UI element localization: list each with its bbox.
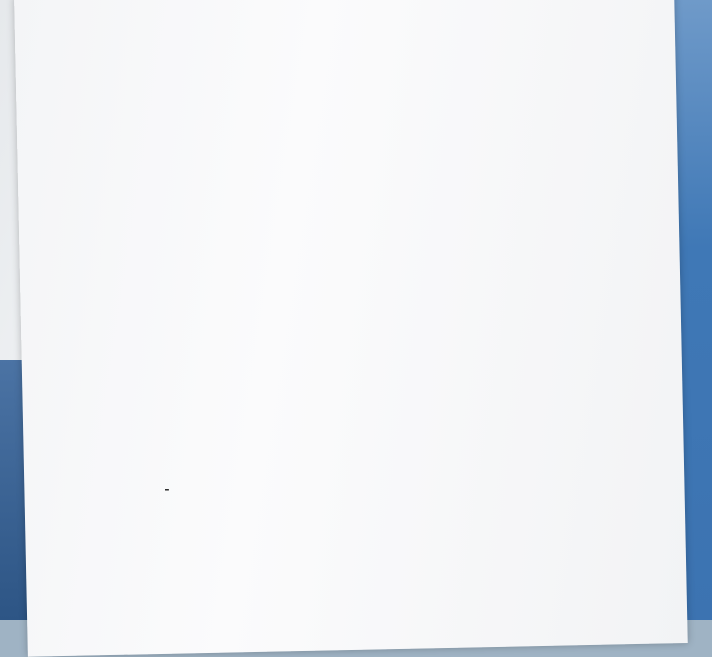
paragraph-1	[164, 466, 624, 476]
document-page	[14, 0, 688, 657]
paragraph-3	[164, 466, 624, 476]
voter-list-table	[66, 98, 646, 102]
section-title	[200, 45, 206, 61]
paragraph-2	[164, 466, 624, 476]
ordinance-text	[164, 466, 624, 476]
